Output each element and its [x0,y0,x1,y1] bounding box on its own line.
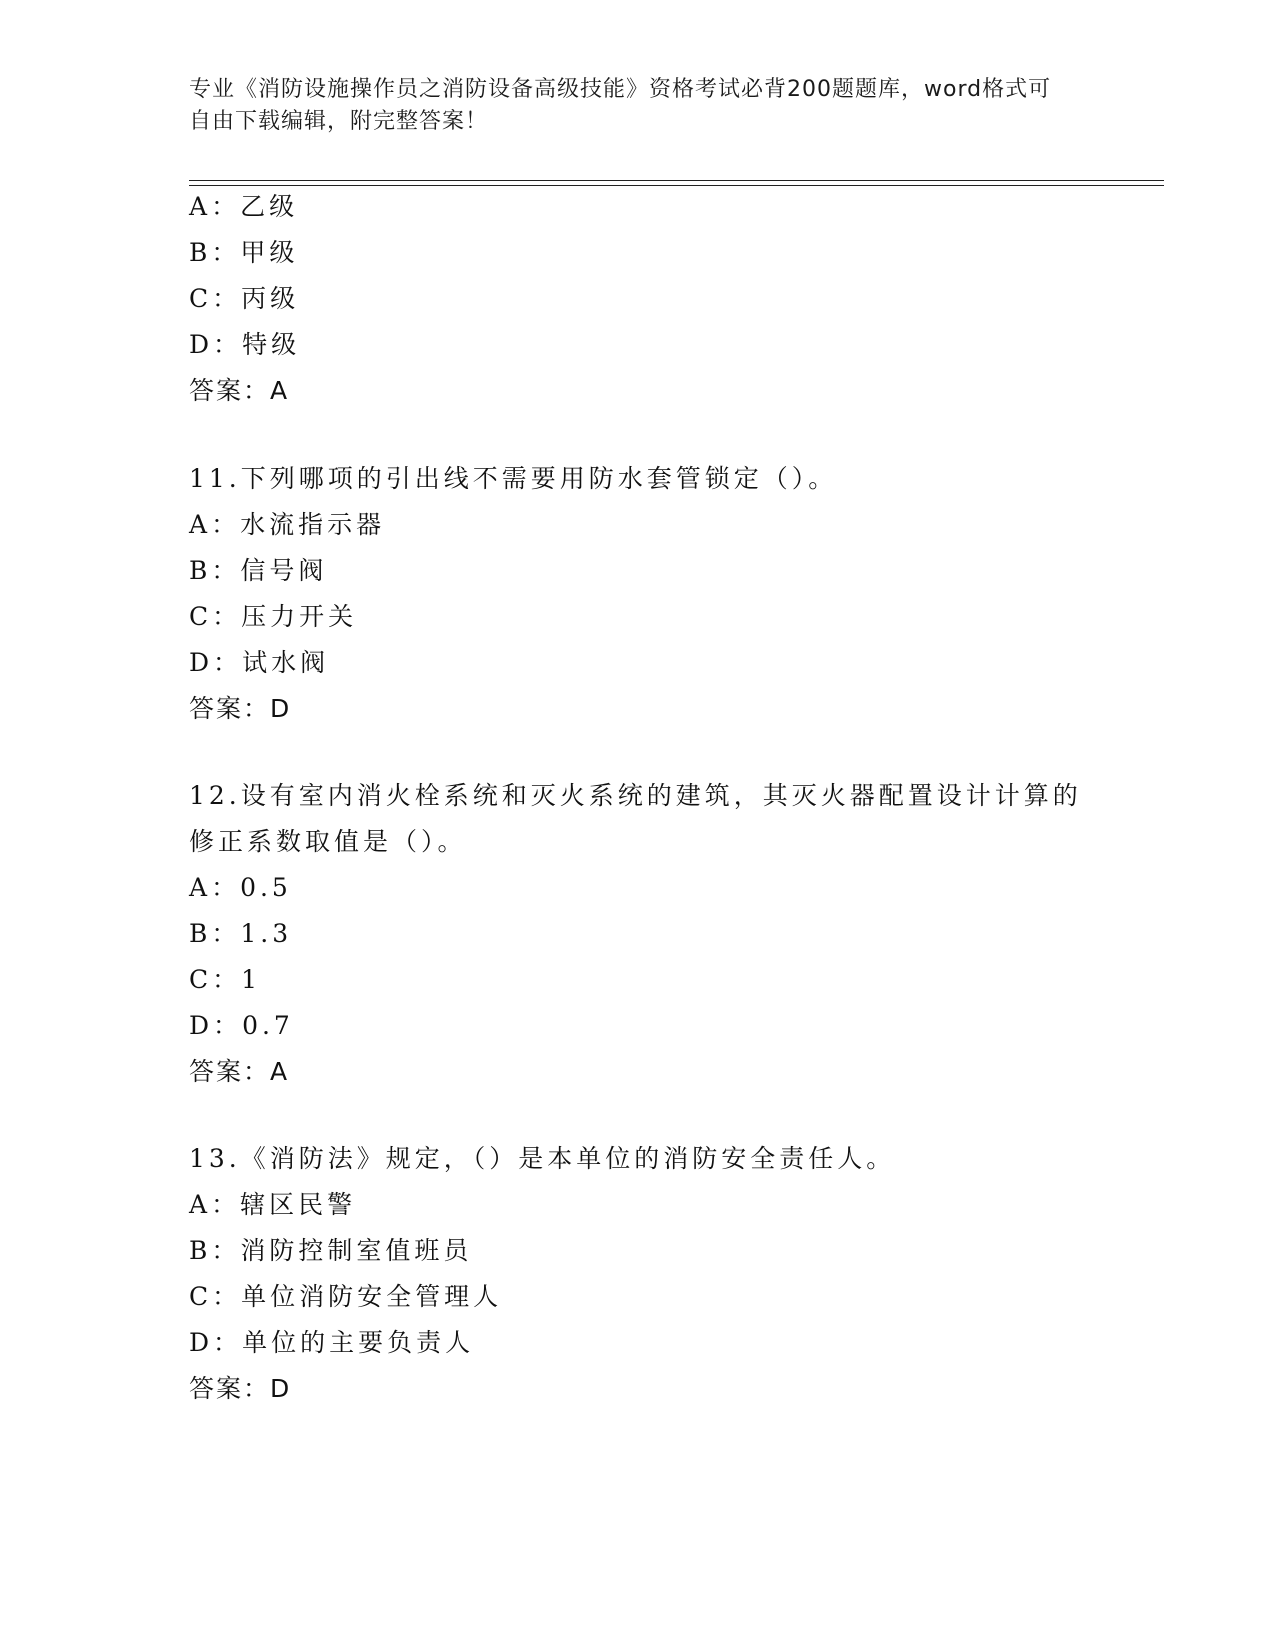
answer-value: D [270,1374,292,1403]
option-text: 单位的主要负责人 [242,1328,475,1357]
option-text: 单位消防安全管理人 [241,1282,503,1311]
option-key: A [189,1190,212,1219]
answer-line [189,1366,1089,1412]
option-key: D [189,330,214,359]
option-d [189,1003,1089,1049]
option-text: 甲级 [240,238,299,267]
answer-line [189,1049,1089,1095]
answer-label: 答案： [189,1374,271,1403]
option-key: D [189,648,214,677]
option-text: 1.3 [240,919,293,948]
answer-line [189,686,1089,732]
option-key: A [189,510,212,539]
option-separator: ： [211,556,241,585]
option-separator: ： [212,965,242,994]
question-stem [189,1136,1089,1182]
option-separator: ： [213,648,243,677]
question-11 [189,456,1089,732]
option-text: 特级 [242,330,301,359]
option-a [189,184,1089,230]
option-text: 0.7 [242,1011,294,1040]
option-text: 乙级 [240,192,299,221]
option-a [189,865,1089,911]
option-c [189,276,1089,322]
option-key: C [189,602,213,631]
option-text: 试水阀 [242,648,330,677]
option-separator: ： [211,510,241,539]
option-b [189,548,1089,594]
option-text: 压力开关 [241,602,358,631]
option-key: C [189,1282,213,1311]
option-b [189,1228,1089,1274]
document-header [189,74,1069,138]
option-b [189,230,1089,276]
question-12 [189,773,1089,1095]
option-text: 1 [241,965,262,994]
option-separator: ： [212,1282,242,1311]
option-d [189,1320,1089,1366]
option-text: 信号阀 [240,556,328,585]
question-13 [189,1136,1089,1412]
option-b [189,911,1089,957]
option-separator: ： [213,330,243,359]
question-number: 11. [189,464,241,493]
answer-label: 答案： [189,694,271,723]
option-key: B [189,238,212,267]
option-separator: ： [212,284,242,313]
option-text: 0.5 [240,873,292,902]
option-separator: ： [211,1236,241,1265]
answer-label: 答案： [189,376,271,405]
header-divider-top [189,180,1164,181]
question-text: 设有室内消火栓系统和灭火系统的建筑，其灭火器配置设计计算的 [240,781,1082,810]
option-a [189,1182,1089,1228]
option-separator: ： [211,919,241,948]
option-a [189,502,1089,548]
option-text: 消防控制室值班员 [240,1236,473,1265]
answer-value: A [270,376,290,405]
option-c [189,594,1089,640]
option-d [189,322,1089,368]
question-text: 下列哪项的引出线不需要用防水套管锁定（）。 [240,464,838,493]
question-number: 12. [189,781,241,810]
answer-label: 答案： [189,1057,271,1086]
option-key: C [189,284,213,313]
option-key: B [189,1236,212,1265]
option-separator: ： [211,1190,241,1219]
answer-value: D [270,694,292,723]
option-key: B [189,919,212,948]
question-stem-line-1 [189,773,1089,819]
option-separator: ： [211,238,241,267]
option-c [189,1274,1089,1320]
header-text: 专业《消防设施操作员之消防设备高级技能》资格考试必背200题题库，word格式可自由下载编辑，附完整答案！ [189,77,1052,134]
option-key: D [189,1328,214,1357]
answer-line [189,368,1089,414]
option-key: B [189,556,212,585]
option-separator: ： [213,1328,243,1357]
question-text: 修正系数取值是（）。 [189,827,467,856]
question-10-tail [189,184,1089,414]
option-d [189,640,1089,686]
option-key: A [189,873,212,902]
answer-value: A [270,1057,290,1086]
option-key: C [189,965,213,994]
question-stem [189,456,1089,502]
question-text: 《消防法》规定，（）是本单位的消防安全责任人。 [240,1144,896,1173]
option-separator: ： [211,192,241,221]
option-text: 辖区民警 [240,1190,357,1219]
option-text: 水流指示器 [240,510,386,539]
option-key: D [189,1011,214,1040]
option-separator: ： [211,873,241,902]
option-key: A [189,192,212,221]
question-stem-line-2 [189,819,1089,865]
option-separator: ： [213,1011,243,1040]
option-c [189,957,1089,1003]
question-number: 13. [189,1144,241,1173]
option-separator: ： [212,602,242,631]
option-text: 丙级 [241,284,300,313]
